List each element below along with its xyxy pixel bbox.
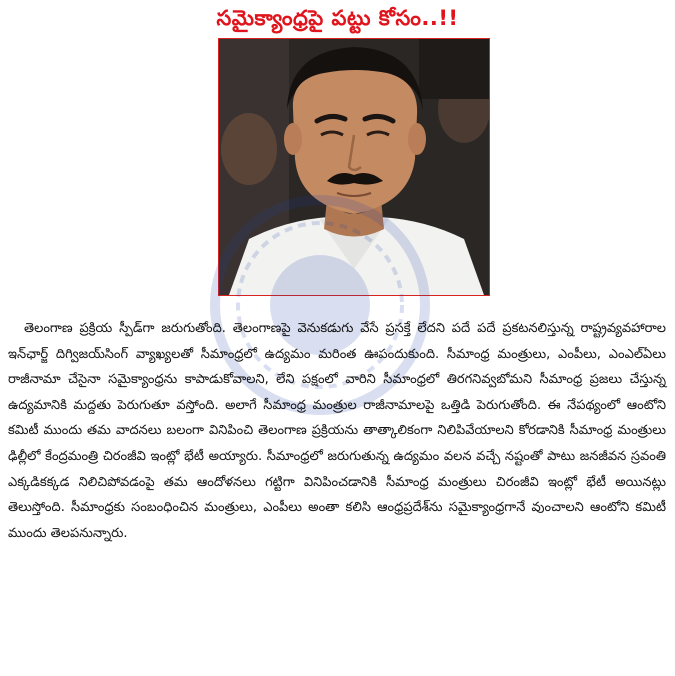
portrait-photo — [218, 38, 490, 296]
portrait-illustration — [219, 39, 489, 295]
headline: సమైక్యాంధ్రపై పట్టు కోసం..!! — [216, 6, 459, 30]
article-body: తెలంగాణ ప్రక్రియ స్పీడ్‌గా జరుగుతోంది. తెలంగాణపై వెనుకడుగు వేసే ప్రసక్తే లేదని పదే పదే ప్రకటనలిస్తున్న రాష్ట్రవ్యవహారాల ఇన్‌ఛార్జ్ దిగ్విజయ్‌సింగ్ వ్యాఖ్యలతో సీమాంధ్రలో ఉద్యమం మరింత ఊపందుకుంది. సీమాంధ్ర మంత్రులు, ఎంపీలు, ఎంఎల్ఏలు రాజీనామా చేసైనా సమైక్యాంధ్రను కాపాడుకోవాలని, లేని పక్షంలో వారిని సీమాంధ్రలో తిరగనివ్వబోమని సీమాంధ్ర ప్రజలు చేస్తున్న ఉద్యమానికి మద్దతు పెరుగుతూ వస్తోంది. అలాగే సీమాంధ్ర మంత్రుల రాజీనామాలపై ఒత్తిడి పెరుగుతోంది. ఈ నేపథ్యంలో ఆంటోని కమిటీ ముందు తమ వాదనలు బలంగా వినిపించి తెలంగాణ ప్రక్రియను తాత్కాలికంగా నిలిపివేయాలని కోరడానికి సీమాంధ్ర మంత్రులు ఢిల్లీలో కేంద్రమంత్రి చిరంజీవి ఇంట్లో భేటీ అయ్యారు. సీమాంధ్రలో జరుగుతున్న ఉద్యమం వలన వచ్చే నష్టంతో పాటు జనజీవన స్రవంతి ఎక్కడికక్కడ నిలిచిపోవడంపై తమ ఆందోళనలు గట్టిగా వినిపించడానికి సీమాంధ్ర మంత్రులు చిరంజీవి ఇంట్లో భేటీ అయినట్లు తెలుస్తోంది. సీమాంధ్రకు సంబంధించిన మంత్రులు, ఎంపీలు అంతా కలిసి ఆంధ్రప్రదేశ్‌ను సమైక్యాంధ్రగానే వుంచాలని ఆంటోని కమిటీ ముందు తెలపనున్నారు. — [8, 321, 666, 541]
